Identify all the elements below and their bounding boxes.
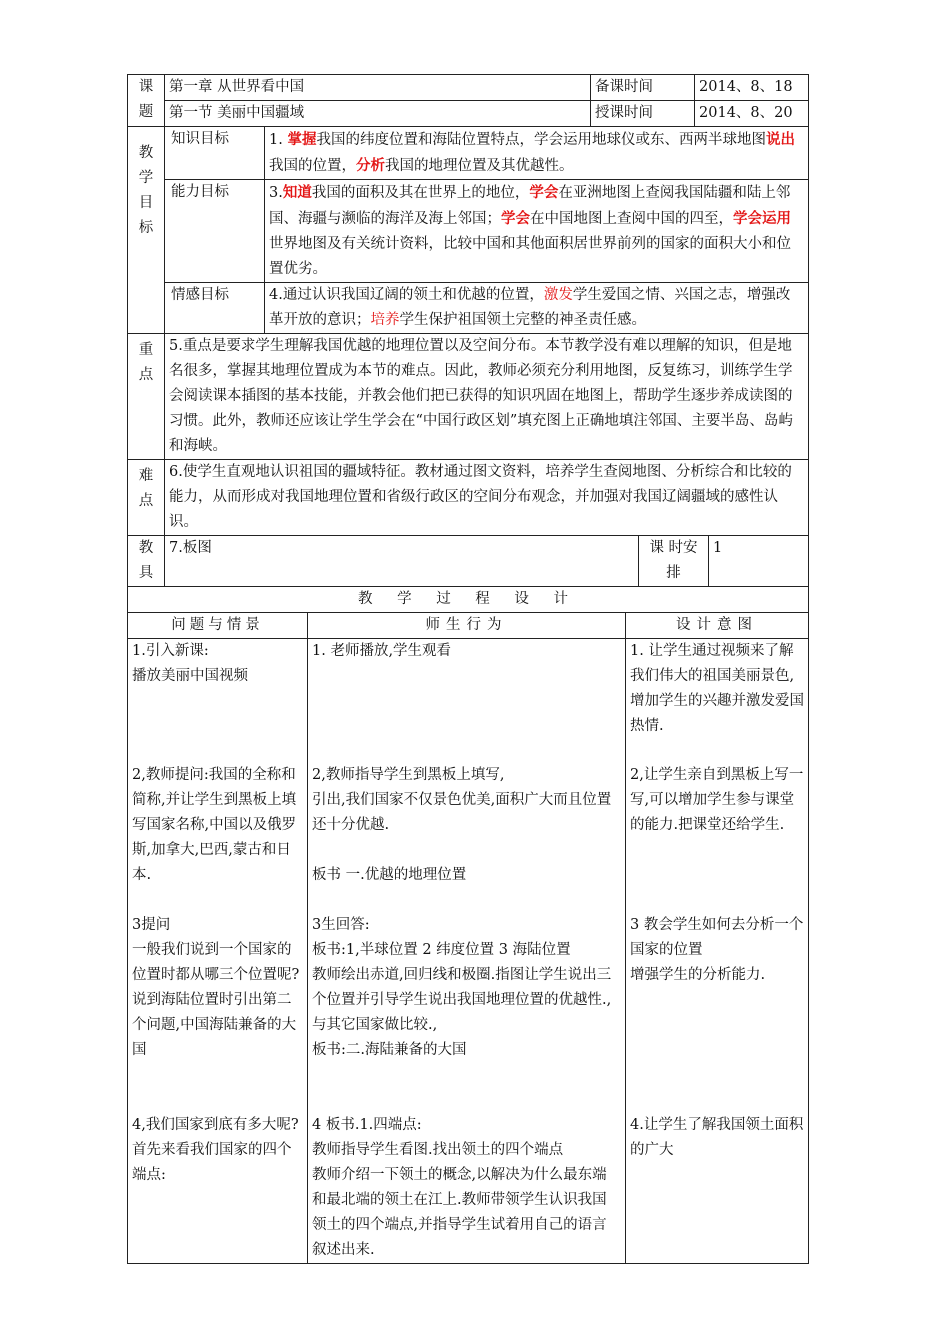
process-table [127, 586, 809, 1264]
chapter-title: 第一章 从世界看中国 [165, 75, 591, 101]
step-1-intent: 1. 让学生通过视频来了解我们伟大的祖国美丽景色,增加学生的兴趣并激发爱国热情. [630, 643, 804, 734]
actions-column [308, 639, 626, 1264]
topic-label: 课题 [128, 75, 165, 127]
schedule-value: 1 [709, 536, 809, 587]
key-points-text: 5.重点是要求学生理解我国优越的地理位置以及空间分布。本节教学没有难以理解的知识，但是地名很多，掌握其地理位置成为本节的难点。因此，教师必须充分利用地图，反复练习，训练学生学会阅读课本插图的基本技能，并教会他们把已获得的知识巩固在地图上，帮助学生逐步养成读图的习惯。此外，教师还应该让学生学会在“中国行政区划”填充图上正确地填注邻国、主要半岛、岛屿和海峡。 [165, 334, 809, 460]
step-3-scenario: 3提问 一般我们说到一个国家的位置时都从哪三个位置呢? 说到海陆位置时引出第二个问题,中国海陆兼备的大国 [132, 917, 300, 1058]
schedule-label: 课 时安排 [639, 536, 709, 587]
column-header-actions: 师生行为 [308, 613, 626, 639]
lesson-header-table [127, 74, 809, 536]
process-title: 教 学 过 程 设 计 [128, 587, 809, 613]
knowledge-goal-text: 1. 掌握我国的纬度位置和海陆位置特点，学会运用地球仪或东、西两半球地图说出我国的位置，分析我国的地理位置及其优越性。 [265, 127, 809, 180]
section-title: 第一节 美丽中国疆域 [165, 101, 591, 127]
step-2-actions: 2,教师指导学生到黑板上填写, 引出,我们国家不仅景色优美,面积广大而且位置还十分优越. [312, 767, 612, 833]
step-2-board: 板书 一.优越的地理位置 [312, 867, 467, 883]
scenario-column [128, 639, 308, 1264]
teach-time: 2014、8、20 [695, 101, 809, 127]
step-4-scenario: 4,我们国家到底有多大呢?首先来看我们国家的四个端点: [132, 1117, 299, 1183]
lesson-plan [127, 74, 808, 1264]
emotion-goal-label: 情感目标 [165, 283, 265, 334]
ability-goal-text: 3.知道我国的面积及其在世界上的地位，学会在亚洲地图上查阅我国陆疆和陆上邻国、海疆与濒临的海洋及海上邻国；学会在中国地图上查阅中国的四至，学会运用世界地图及有关统计资料，比较中国和其他面积居世界前列的国家的面积大小和位置优劣。 [265, 180, 809, 283]
prep-time-label: 备课时间 [591, 75, 695, 101]
step-3-actions: 3生回答: 板书:1,半球位置 2 纬度位置 3 海陆位置 教师绘出赤道,回归线和极圈.指图让学生说出三个位置并引导学生说出我国地理位置的优越性.,与其它国家做比较., 板书:二.海陆兼备的大国 [312, 917, 612, 1058]
tools-table [127, 535, 809, 587]
difficulties-text: 6.使学生直观地认识祖国的疆域特征。教材通过图文资料，培养学生查阅地图、分析综合和比较的能力，从而形成对我国地理位置和省级行政区的空间分布观念，并加强对我国辽阔疆域的感性认识。 [165, 460, 809, 536]
step-2-scenario: 2,教师提问:我国的全称和简称,并让学生到黑板上填写国家名称,中国以及俄罗斯,加拿大,巴西,蒙古和日本. [132, 767, 297, 883]
ability-goal-label: 能力目标 [165, 180, 265, 283]
step-3-intent: 3 教会学生如何去分析一个国家的位置 增强学生的分析能力. [630, 917, 804, 983]
tools-text: 7.板图 [165, 536, 639, 587]
column-header-intent: 设计意图 [626, 613, 809, 639]
intent-column [626, 639, 809, 1264]
difficulties-label: 难点 [128, 460, 165, 536]
key-points-label: 重点 [128, 334, 165, 460]
knowledge-goal-label: 知识目标 [165, 127, 265, 180]
goals-label: 教学目标 [128, 127, 165, 334]
prep-time: 2014、8、18 [695, 75, 809, 101]
step-4-intent: 4.让学生了解我国领土面积的广大 [630, 1117, 804, 1158]
column-header-scenario: 问题与情景 [128, 613, 308, 639]
emotion-goal-text: 4.通过认识我国辽阔的领土和优越的位置，激发学生爱国之情、兴国之志，增强改革开放的意识；培养学生保护祖国领土完整的神圣责任感。 [265, 283, 809, 334]
step-1-actions: 1. 老师播放,学生观看 [312, 643, 452, 659]
teach-time-label: 授课时间 [591, 101, 695, 127]
step-2-intent: 2,让学生亲自到黑板上写一写,可以增加学生参与课堂的能力.把课堂还给学生. [630, 767, 804, 833]
tools-label: 教具 [128, 536, 165, 587]
step-1-scenario: 1.引入新课: 播放美丽中国视频 [132, 643, 248, 684]
step-4-actions: 4 板书.1.四端点: 教师指导学生看图.找出领土的四个端点 教师介绍一下领土的概念,以解决为什么最东端和最北端的领土在江上.教师带领学生认识我国领土的四个端点,并指导学生试着用自己的语言叙述出来. [312, 1117, 607, 1258]
